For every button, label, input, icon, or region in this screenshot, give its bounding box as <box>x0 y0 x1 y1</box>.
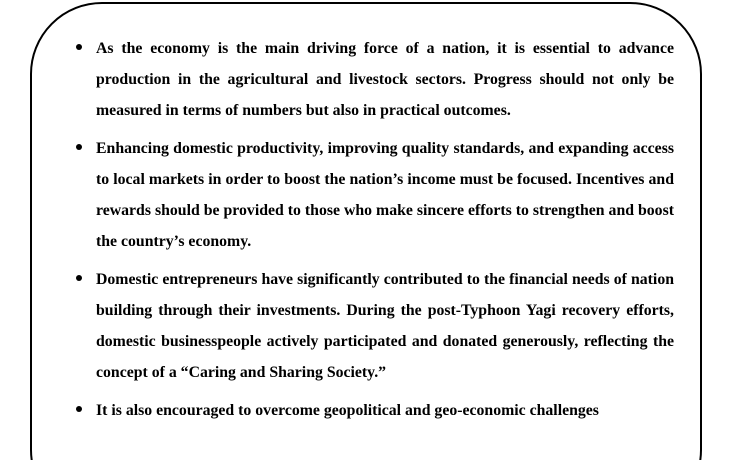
bullet-item <box>0 33 674 126</box>
bullet-text: It is also encouraged to overcome geopolitical and geo-economic challenges <box>96 402 599 419</box>
bullet-dot-icon <box>76 44 82 50</box>
bullet-dot-icon <box>76 275 82 281</box>
bullet-list <box>0 33 750 433</box>
bullet-text: Enhancing domestic productivity, improving quality standards, and expanding access to local markets in order to boost the nation’s income must be focused. Incentives and rewards should be provided to those who make sincere efforts to strengthen and boost the country’s economy. <box>96 140 674 250</box>
bullet-item <box>0 264 674 388</box>
bullet-item <box>0 395 674 426</box>
bullet-text: Domestic entrepreneurs have significantly contributed to the financial needs of nation building through their investments. During the post-Typhoon Yagi recovery efforts, domestic businesspeople actively participated and donated generously, reflecting the concept of a “Caring and Sharing Society.” <box>96 271 674 381</box>
bullet-item <box>0 133 674 257</box>
bullet-text: As the economy is the main driving force of a nation, it is essential to advance production in the agricultural and livestock sectors. Progress should not only be measured in terms of numbers but also in practical outcomes. <box>96 40 674 119</box>
bullet-dot-icon <box>76 406 82 412</box>
bullet-dot-icon <box>76 144 82 150</box>
